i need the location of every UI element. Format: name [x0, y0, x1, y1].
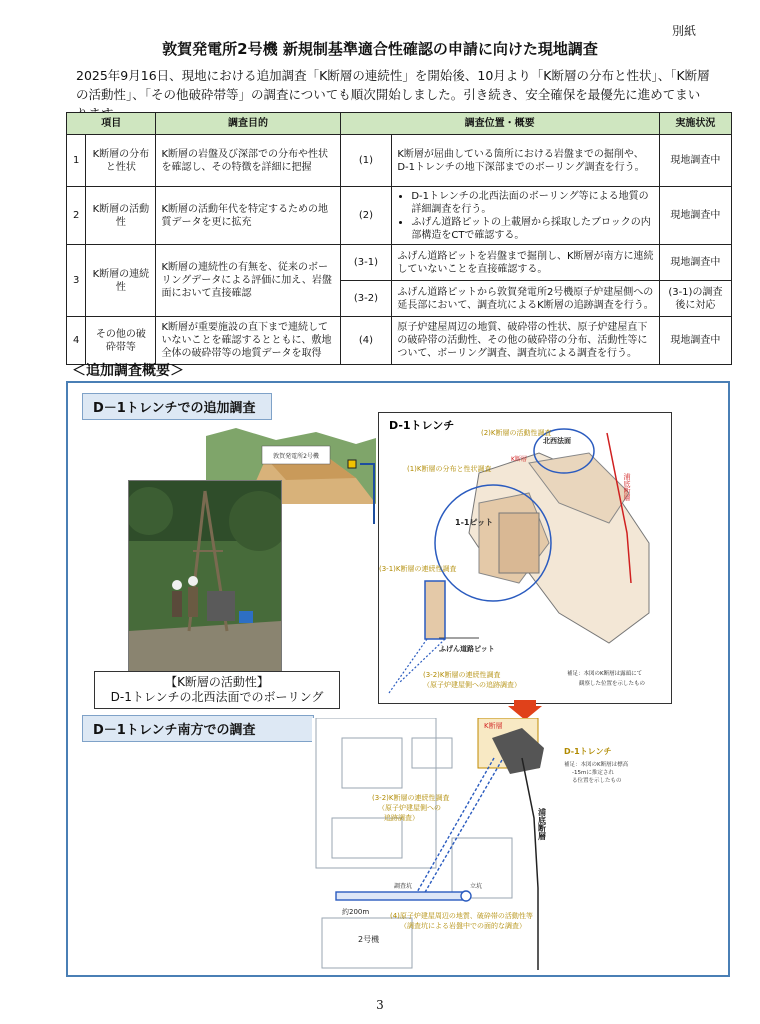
photo-caption-line1: 【K断層の活動性】 [165, 675, 269, 689]
row-item: K断層の連続性 [86, 245, 156, 317]
section-label-south: D－1トレンチ南方での調査 [82, 715, 314, 742]
header-purpose: 調査目的 [156, 113, 340, 135]
row-detail: ふげん道路ピットから敦賀発電所2号機原子炉建屋側への延長部において、調査坑によるK断層の追跡調査を行う。 [392, 281, 659, 317]
annex-label: 別紙 [672, 24, 697, 38]
row-status: (3-1)の調査後に対応 [659, 281, 731, 317]
site-note3: る位置を示したもの [572, 778, 622, 784]
trench-map-title: D-1トレンチ [389, 419, 455, 432]
header-location: 調査位置・概要 [340, 113, 659, 135]
row-number: 1 [67, 135, 86, 187]
row-status: 現地調査中 [659, 317, 731, 365]
detail-bullet: • D-1トレンチの北西法面のボーリング等による地質の詳細調査を行う。 [411, 190, 653, 216]
label-fugen-pit: ふげん道路ピット [439, 645, 495, 653]
photo-caption-line2: D-1トレンチの北西法面でのボーリング [110, 690, 324, 704]
overview-heading: ＜追加調査概要＞ [72, 363, 184, 379]
trench-map [378, 412, 672, 704]
label-continuity31: (3-1)K断層の連続性調査 [379, 565, 457, 573]
site-item4b: （調査坑による岩盤中での面的な調査） [400, 922, 526, 930]
site-kfault: K断層 [484, 722, 503, 730]
site-cont32b: （原子炉建屋側への [378, 804, 441, 812]
site-length: 約200m [342, 908, 370, 916]
table-row [67, 187, 732, 245]
row-item: K断層の分布と性状 [86, 135, 156, 187]
row-detail [392, 187, 659, 245]
intro-paragraph: 2025年9月16日、現地における追加調査「K断層の連続性」を開始後、10月より「K断層の分布と性状」、「K断層の活動性」、「その他破砕帯等」の調査についても順次開始しました。引き続き、安全確保を最優先に進めてまい [76, 68, 710, 102]
trench-note1: 補足：本図のK断層は露頭にて [567, 671, 643, 677]
row-number: 4 [67, 317, 86, 365]
label-northwest: 北西法面 [543, 437, 571, 445]
site-urasoko: 浦底断層 [537, 808, 547, 840]
table-row [67, 245, 732, 281]
table-header-row [67, 113, 732, 135]
row-detail: ふげん道路ピットを岩盤まで掘削し、K断層が南方に連続していないことを直接確認する。 [392, 245, 659, 281]
table-row [67, 135, 732, 187]
label-kfault: K断層 [511, 456, 527, 463]
row-status: 現地調査中 [659, 245, 731, 281]
site-cont32a: (3-2)K断層の連続性調査 [372, 794, 450, 802]
row-item: K断層の活動性 [86, 187, 156, 245]
row-code: (3-2) [340, 281, 392, 317]
row-number: 3 [67, 245, 86, 317]
row-number: 2 [67, 187, 86, 245]
header-item: 項目 [67, 113, 156, 135]
page-number: 3 [376, 998, 384, 1012]
label-continuity32b: （原子炉建屋側への追跡調査） [423, 681, 521, 689]
row-code: (1) [340, 135, 392, 187]
detail-bullet: • ふげん道路ピットの上載層から採取したブロックの内部構造をCTで確認する。 [411, 216, 653, 242]
site-trench: D-1トレンチ [564, 747, 612, 756]
site-map [312, 718, 646, 970]
row-detail: 原子炉建屋周辺の地質、破砕帯の性状、原子炉建屋直下の破砕帯の活動性、その他の破砕帯の分布、活動性等について、ボーリング調査、調査坑による調査を行う。 [392, 317, 659, 365]
row-item: その他の破砕帯等 [86, 317, 156, 365]
row-code: (2) [340, 187, 392, 245]
header-status: 実施状況 [659, 113, 731, 135]
row-status: 現地調査中 [659, 135, 731, 187]
section-label-trench: D－1トレンチでの追加調査 [82, 393, 272, 420]
photo-caption [94, 671, 340, 709]
site-unit2: 2号機 [358, 935, 380, 944]
survey-table [66, 112, 732, 365]
label-distribution: (1)K断層の分布と性状調査 [407, 465, 492, 473]
site-note1: 補足：本図のK断層は標高 [564, 762, 629, 768]
site-shaft: 立坑 [470, 883, 483, 890]
site-note2: -15mに推定され [572, 770, 614, 776]
row-code: (4) [340, 317, 392, 365]
site-cont32c: 追跡調査） [384, 814, 419, 822]
row-detail: K断層が屈曲している箇所における岩盤までの掘削や、D-1トレンチの地下深部までのボーリング調査を行う。 [392, 135, 659, 187]
row-purpose: K断層の連続性の有無を、従来のボーリングデータによる評価に加え、岩盤面において直接確認 [156, 245, 340, 317]
table-row [67, 317, 732, 365]
row-purpose: K断層の岩盤及び深部での分布や性状を確認し、その特徴を詳細に把握 [156, 135, 340, 187]
page-title: 敦賀発電所2号機 新規制基準適合性確認の申請に向けた現地調査 [162, 40, 598, 58]
row-purpose: K断層の活動年代を特定するための地質データを更に拡充 [156, 187, 340, 245]
urasoko-label: 浦底断層 [623, 473, 631, 501]
label-continuity32a: (3-2)K断層の連続性調査 [423, 671, 501, 679]
row-code: (3-1) [340, 245, 392, 281]
label-activity: (2)K断層の活動性調査 [481, 429, 552, 437]
trench-note2: 観察した位置を示したもの [579, 681, 646, 687]
down-arrow-icon [508, 700, 542, 720]
site-gallery: 調査坑 [394, 883, 413, 890]
label-pit: 1-1ピット [455, 518, 494, 527]
photo-sign: 敦賀発電所2号機 [273, 453, 319, 460]
row-purpose: K断層が重要施設の直下まで連続していないことを確認するとともに、敷地全体の破砕帯等の地質データを取得 [156, 317, 340, 365]
site-item4a: (4)原子炉建屋周辺の地質、破砕帯の活動性等 [390, 912, 533, 920]
drilling-photo [128, 480, 282, 672]
row-status: 現地調査中 [659, 187, 731, 245]
